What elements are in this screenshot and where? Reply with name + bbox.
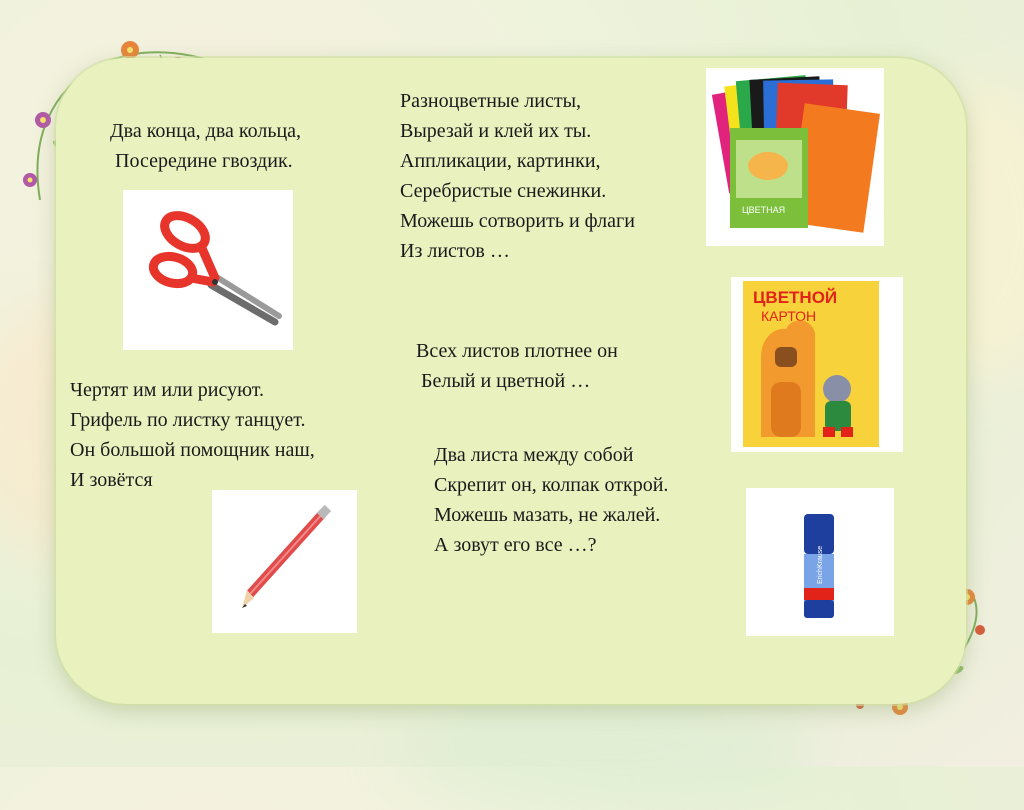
- colored-paper-icon: [706, 68, 884, 246]
- riddle-paper-line-2: Вырезай и клей их ты.: [400, 120, 592, 142]
- cardboard-title: ЦВЕТНОЙ: [753, 288, 838, 307]
- paper-pack-label: ЦВЕТНАЯ: [742, 205, 786, 215]
- riddle-paper-line-6: Из листов …: [400, 240, 510, 262]
- riddle-pencil-line-1: Чертят им или рисуют.: [70, 379, 265, 401]
- cardboard-subtitle: КАРТОН: [761, 308, 817, 324]
- riddle-glue-line-1: Два листа между собой: [434, 444, 634, 466]
- riddle-glue-line-2: Скрепит он, колпак открой.: [434, 474, 669, 496]
- riddle-paper-line-1: Разноцветные листы,: [400, 90, 582, 112]
- scissors-icon: [123, 190, 293, 350]
- riddle-glue-line-3: Можешь мазать, не жалей.: [434, 504, 661, 526]
- background-glow: [400, 690, 820, 810]
- scissors-image: [123, 190, 293, 350]
- riddle-cardboard-line-1: Всех листов плотнее он: [416, 340, 618, 362]
- riddle-glue-line-4: А зовут его все …?: [434, 534, 597, 556]
- colored-cardboard-icon: [731, 277, 903, 452]
- glue-stick-image: [746, 488, 894, 636]
- glue-stick-icon: [746, 488, 894, 636]
- riddle-scissors-line-2: Посередине гвоздик.: [110, 150, 293, 172]
- colored-cardboard-image: [731, 277, 903, 452]
- glue-brand: ErichKrause: [817, 545, 824, 584]
- riddle-paper-line-4: Серебристые снежинки.: [400, 180, 607, 202]
- pencil-icon: [212, 490, 357, 633]
- pencil-image: [212, 490, 357, 633]
- riddle-pencil-line-2: Грифель по листку танцует.: [70, 409, 306, 431]
- riddle-pencil-line-4: И зовётся: [70, 469, 153, 491]
- colored-paper-image: [706, 68, 884, 246]
- riddle-cardboard-line-2: Белый и цветной …: [416, 370, 591, 392]
- riddle-pencil-line-3: Он большой помощник наш,: [70, 439, 315, 461]
- riddle-paper-line-3: Аппликации, картинки,: [400, 150, 601, 172]
- riddle-paper-line-5: Можешь сотворить и флаги: [400, 210, 635, 232]
- riddle-scissors-line-1: Два конца, два кольца,: [110, 120, 302, 142]
